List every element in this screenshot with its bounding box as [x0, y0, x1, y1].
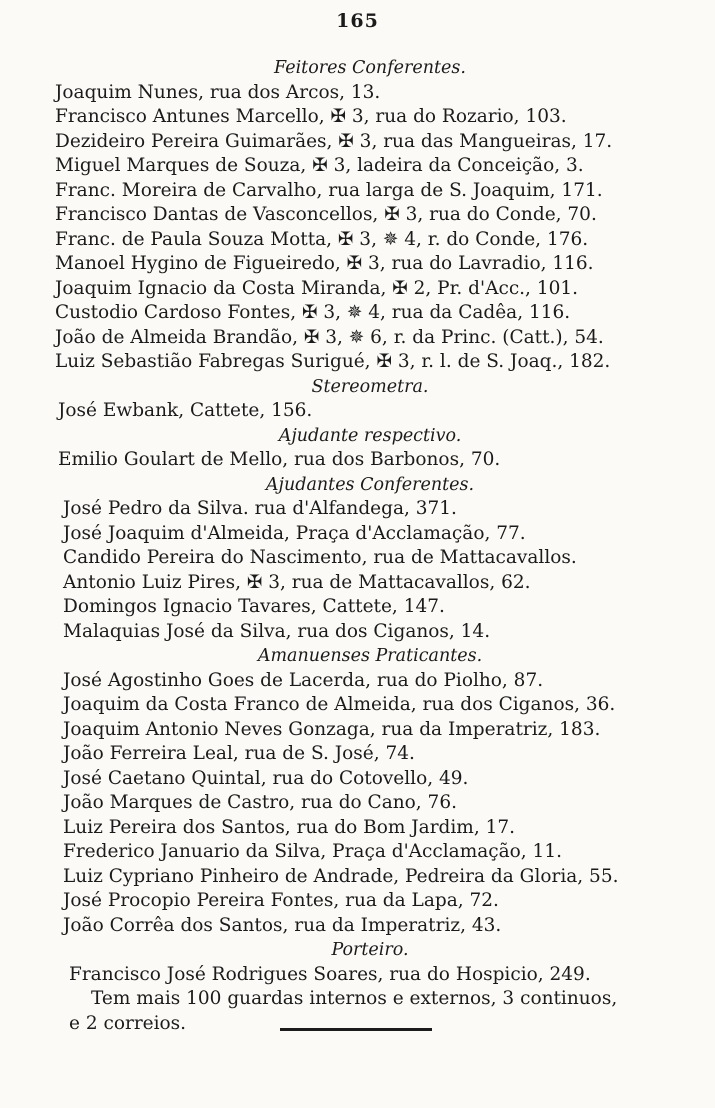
entry-line: José Procopio Pereira Fontes, rua da Lapa, 72.: [63, 890, 499, 911]
entry-line: João Corrêa dos Santos, rua da Imperatriz, 43.: [63, 914, 502, 936]
entry-line: Candido Pereira do Nascimento, rua de Mattacavallos.: [63, 547, 577, 568]
entry-line: Malaquias José da Silva, rua dos Ciganos, 14.: [63, 620, 491, 642]
entry-line: Franc. de Paula Souza Motta, ✠ 3, ✵ 4, r. do Conde, 176.: [55, 228, 589, 250]
entry-line: José Agostinho Goes de Lacerda, rua do Piolho, 87.: [63, 669, 544, 691]
section-heading: Ajudantes Conferentes.: [265, 474, 475, 495]
entry-line: Luiz Pereira dos Santos, rua do Bom Jardim, 17.: [63, 816, 516, 838]
entry-line: Joaquim da Costa Franco de Almeida, rua dos Ciganos, 36.: [63, 694, 616, 715]
entry-line: Joaquim Antonio Neves Gonzaga, rua da Imperatriz, 183.: [63, 718, 601, 740]
entry-line: Frederico Januario da Silva, Praça d'Acclamação, 11.: [63, 841, 562, 862]
page-number: 165: [336, 10, 379, 32]
entry-line: Luiz Cypriano Pinheiro de Andrade, Pedreira da Gloria, 55.: [63, 865, 619, 887]
section-heading: Feitores Conferentes.: [274, 58, 466, 78]
entry-line: Francisco José Rodrigues Soares, rua do Hospicio, 249.: [69, 963, 591, 985]
entry-line: João de Almeida Brandão, ✠ 3, ✵ 6, r. da Princ. (Catt.), 54.: [55, 326, 604, 348]
entry-line: Francisco Antunes Marcello, ✠ 3, rua do Rozario, 103.: [55, 106, 567, 127]
entry-line: José Caetano Quintal, rua do Cotovello, 49.: [63, 767, 469, 789]
entry-line: Franc. Moreira de Carvalho, rua larga de S. Joaquim, 171.: [55, 179, 603, 201]
entry-line: Tem mais 100 guardas internos e externos, 3 continuos,: [91, 988, 618, 1009]
section-heading: Amanuenses Praticantes.: [257, 646, 483, 666]
page-body: [55, 56, 685, 1036]
entry-line: João Ferreira Leal, rua de S. José, 74.: [63, 743, 415, 764]
entry-line: Domingos Ignacio Tavares, Cattete, 147.: [63, 596, 445, 617]
section-heading: Ajudante respectivo.: [278, 425, 462, 446]
entry-line: Joaquim Ignacio da Costa Miranda, ✠ 2, Pr. d'Acc., 101.: [55, 277, 579, 299]
entry-line: Dezideiro Pereira Guimarães, ✠ 3, rua das Mangueiras, 17.: [55, 130, 613, 152]
section-heading: Porteiro.: [331, 940, 409, 960]
section-heading: Stereometra.: [311, 376, 429, 397]
entry-line: e 2 correios.: [69, 1012, 187, 1034]
entry-line: Manoel Hygino de Figueiredo, ✠ 3, rua do Lavradio, 116.: [55, 253, 594, 274]
entry-line: Joaquim Nunes, rua dos Arcos, 13.: [55, 81, 381, 103]
entry-line: José Joaquim d'Almeida, Praça d'Acclamação, 77.: [63, 522, 526, 544]
entry-line: Emilio Goulart de Mello, rua dos Barbonos, 70.: [58, 449, 501, 470]
entry-line: João Marques de Castro, rua do Cano, 76.: [63, 792, 457, 813]
entry-line: Antonio Luiz Pires, ✠ 3, rua de Mattacavallos, 62.: [63, 571, 531, 593]
entry-line: José Ewbank, Cattete, 156.: [58, 400, 313, 421]
entry-line: Luiz Sebastião Fabregas Surigué, ✠ 3, r. l. de S. Joaq., 182.: [55, 351, 611, 372]
closing-rule: [280, 1028, 432, 1031]
entry-line: José Pedro da Silva. rua d'Alfandega, 371.: [63, 498, 457, 519]
entry-line: Custodio Cardoso Fontes, ✠ 3, ✵ 4, rua da Cadêa, 116.: [55, 302, 571, 323]
entry-line: Miguel Marques de Souza, ✠ 3, ladeira da Conceição, 3.: [55, 155, 584, 176]
entry-line: Francisco Dantas de Vasconcellos, ✠ 3, rua do Conde, 70.: [55, 204, 597, 225]
